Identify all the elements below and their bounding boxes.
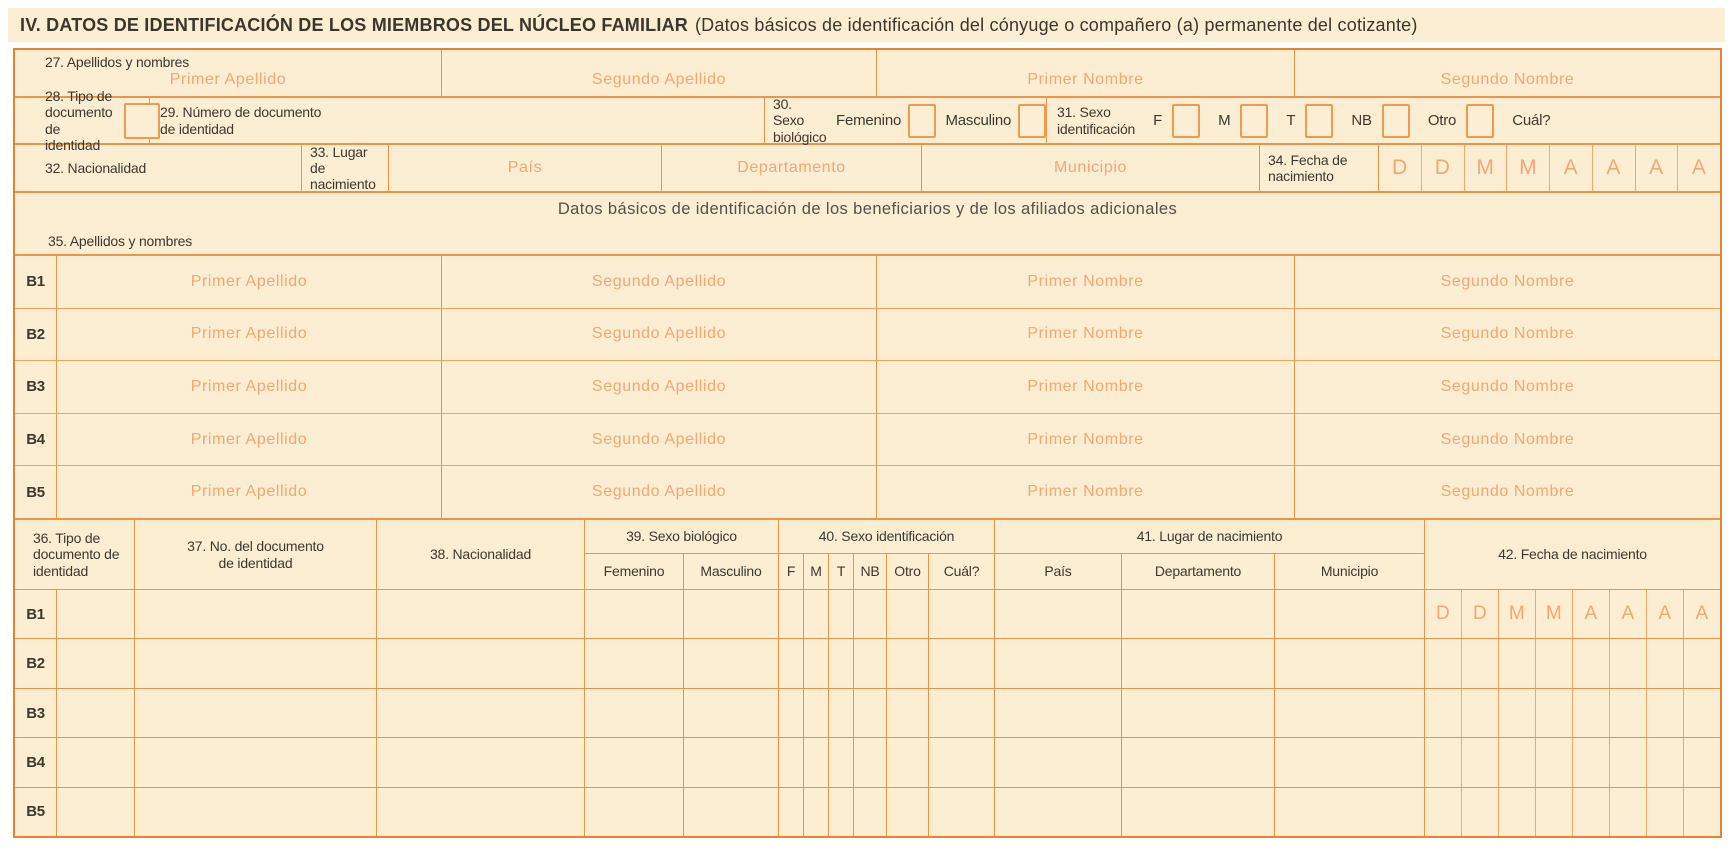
field-28-tipo-documento: [15, 88, 150, 153]
checkbox-t[interactable]: [1305, 104, 1333, 138]
label-otro: Otro: [1427, 112, 1457, 129]
b4-t-input[interactable]: [829, 738, 854, 786]
b2-departamento-input[interactable]: [1122, 639, 1275, 687]
b3-departamento-input[interactable]: [1122, 689, 1275, 737]
date-input-m1[interactable]: M: [1499, 590, 1536, 638]
placeholder-primer-nombre: Primer Nombre: [1027, 272, 1144, 290]
row-label-b4: B4: [15, 414, 57, 466]
b2-femenino-input[interactable]: [585, 639, 684, 687]
b5-segundo-apellido[interactable]: [442, 466, 877, 518]
label-masculino: Masculino: [945, 112, 1012, 129]
placeholder-segundo-nombre: Segundo Nombre: [1440, 272, 1575, 290]
b4-otro-input[interactable]: [887, 738, 929, 786]
label-28: 28. Tipo de documento de identidad: [45, 88, 113, 153]
b1-nacionalidad-input[interactable]: [377, 590, 585, 638]
beneficiaries-details-table: [15, 520, 1720, 836]
placeholder-segundo-apellido: Segundo Apellido: [591, 483, 727, 501]
date-input[interactable]: [1462, 738, 1499, 786]
b5-femenino-input[interactable]: [585, 788, 684, 836]
header-38-nacionalidad: 38. Nacionalidad: [377, 520, 585, 589]
date-input[interactable]: [1573, 639, 1610, 687]
b5-departamento-input[interactable]: [1122, 788, 1275, 836]
placeholder-municipio: Municipio: [1054, 159, 1127, 176]
label-30: 30. Sexo biológico: [773, 96, 827, 145]
b5-masculino-input[interactable]: [684, 788, 779, 836]
date-input-m2[interactable]: M: [1507, 145, 1550, 191]
date-input[interactable]: [1499, 788, 1536, 836]
b5-primer-nombre[interactable]: [877, 466, 1295, 518]
row-27-apellidos-nombres: [15, 50, 1720, 98]
label-27: 27. Apellidos y nombres: [45, 54, 190, 70]
date-input-d1[interactable]: D: [1379, 145, 1422, 191]
date-input[interactable]: [1610, 788, 1647, 836]
b4-tipo-documento-input[interactable]: [57, 738, 135, 786]
b3-nb-input[interactable]: [854, 689, 887, 737]
b2-segundo-apellido[interactable]: [442, 309, 877, 361]
field-32-nacionalidad[interactable]: [15, 145, 302, 191]
b3-numero-documento-input[interactable]: [135, 689, 377, 737]
label-cell-33: [302, 145, 389, 191]
header-39-femenino: Femenino: [585, 554, 684, 589]
b4-municipio-input[interactable]: [1275, 738, 1425, 786]
b5-otro-input[interactable]: [887, 788, 929, 836]
header-41-lugar-nacimiento: 41. Lugar de nacimiento País Departamento Municipio: [995, 520, 1425, 589]
section-title: IV. DATOS DE IDENTIFICACIÓN DE LOS MIEMBROS DEL NÚCLEO FAMILIAR: [20, 14, 688, 35]
b2-numero-documento-input[interactable]: [135, 639, 377, 687]
b2-nacionalidad-input[interactable]: [377, 639, 585, 687]
label-33: 33. Lugar de nacimiento: [310, 143, 376, 193]
b2-nb-input[interactable]: [854, 639, 887, 687]
b3-primer-nombre[interactable]: [877, 361, 1295, 413]
date-input[interactable]: [1536, 738, 1573, 786]
date-input[interactable]: [1462, 788, 1499, 836]
date-input[interactable]: [1684, 788, 1720, 836]
b1-fecha-nacimiento: [1425, 590, 1720, 638]
b5-cual-input[interactable]: [929, 788, 995, 836]
row-label-b3: B3: [15, 689, 57, 737]
date-input-a1[interactable]: A: [1573, 590, 1610, 638]
details-row-b1: [15, 590, 1720, 639]
b1-masculino-input[interactable]: [684, 590, 779, 638]
b1-primer-nombre[interactable]: [877, 256, 1295, 308]
b3-municipio-input[interactable]: [1275, 689, 1425, 737]
field-27-primer-nombre[interactable]: [877, 50, 1295, 96]
label-29: 29. Número de documento de identidad: [160, 104, 322, 137]
date-input[interactable]: [1425, 639, 1462, 687]
b4-segundo-apellido[interactable]: [442, 414, 877, 466]
section-subtitle: (Datos básicos de identificación del cónyuge o compañero (a) permanente del cotizante): [694, 14, 1418, 35]
header-40-sexo-identificacion: 40. Sexo identificación F M T NB Otro Cuál?: [779, 520, 995, 589]
b3-cual-input[interactable]: [929, 689, 995, 737]
b4-primer-apellido[interactable]: [57, 414, 442, 466]
label-31: 31. Sexo identificación: [1057, 104, 1136, 137]
date-input-d1[interactable]: D: [1425, 590, 1462, 638]
placeholder-primer-nombre: Primer Nombre: [1027, 377, 1144, 395]
date-input-a3[interactable]: A: [1636, 145, 1679, 191]
label-femenino: Femenino: [836, 112, 902, 129]
b4-m-input[interactable]: [804, 738, 829, 786]
b2-fecha-nacimiento: [1425, 639, 1720, 687]
b3-segundo-apellido[interactable]: [442, 361, 877, 413]
b2-municipio-input[interactable]: [1275, 639, 1425, 687]
b3-m-input[interactable]: [804, 689, 829, 737]
label-t: T: [1286, 112, 1296, 129]
b5-t-input[interactable]: [829, 788, 854, 836]
b4-nb-input[interactable]: [854, 738, 887, 786]
b1-tipo-documento-input[interactable]: [57, 590, 135, 638]
b4-nacionalidad-input[interactable]: [377, 738, 585, 786]
b1-otro-input[interactable]: [887, 590, 929, 638]
placeholder-primer-apellido: Primer Apellido: [190, 377, 308, 395]
header-40-t: T: [829, 554, 854, 589]
date-input[interactable]: [1499, 738, 1536, 786]
header-41-departamento: Departamento: [1122, 554, 1275, 589]
placeholder-departamento: Departamento: [737, 159, 846, 176]
placeholder-primer-apellido: Primer Apellido: [190, 272, 308, 290]
header-39-masculino: Masculino: [700, 563, 762, 580]
date-input[interactable]: [1499, 639, 1536, 687]
b2-primer-apellido[interactable]: [57, 309, 442, 361]
b2-t-input[interactable]: [829, 639, 854, 687]
b3-masculino-input[interactable]: [684, 689, 779, 737]
row-label-b1: B1: [15, 590, 57, 638]
field-29-numero-documento[interactable]: [150, 98, 765, 143]
header-41-pais: País: [995, 554, 1122, 589]
b2-m-input[interactable]: [804, 639, 829, 687]
b2-otro-input[interactable]: [887, 639, 929, 687]
b1-m-input[interactable]: [804, 590, 829, 638]
details-row-b4: [15, 738, 1720, 787]
b3-primer-apellido[interactable]: [57, 361, 442, 413]
date-input-d2[interactable]: D: [1422, 145, 1465, 191]
beneficiaries-names-table: [15, 256, 1720, 520]
row-28-31: [15, 88, 1720, 153]
date-input-a1[interactable]: A: [1550, 145, 1593, 191]
date-input-m1[interactable]: M: [1465, 145, 1508, 191]
b1-nb-input[interactable]: [854, 590, 887, 638]
b3-f-input[interactable]: [779, 689, 804, 737]
details-row-b2: [15, 639, 1720, 688]
table-row-b5: [15, 466, 1720, 518]
placeholder-segundo-apellido: Segundo Apellido: [591, 377, 727, 395]
placeholder-pais: País: [507, 159, 543, 176]
label-34: 34. Fecha de nacimiento: [1268, 151, 1348, 184]
b5-municipio-input[interactable]: [1275, 788, 1425, 836]
date-input[interactable]: [1647, 639, 1684, 687]
placeholder-primer-nombre: Primer Nombre: [1027, 483, 1144, 501]
placeholder-segundo-nombre: Segundo Nombre: [1440, 430, 1575, 448]
table-row-b4: [15, 414, 1720, 467]
label-cell-34: [1260, 145, 1379, 191]
label-32: 32. Nacionalidad: [45, 159, 147, 176]
b5-pais-input[interactable]: [995, 788, 1122, 836]
header-40-nb: NB: [854, 554, 887, 589]
row-label-b5: B5: [15, 466, 57, 518]
placeholder-segundo-apellido: Segundo Apellido: [591, 430, 727, 448]
date-input-m2[interactable]: M: [1536, 590, 1573, 638]
b1-segundo-apellido[interactable]: [442, 256, 877, 308]
b3-tipo-documento-input[interactable]: [57, 689, 135, 737]
header-40-m: M: [804, 554, 829, 589]
checkbox-femenino[interactable]: [908, 104, 936, 138]
placeholder-segundo-apellido: Segundo Apellido: [591, 325, 727, 343]
date-input-a2[interactable]: A: [1610, 590, 1647, 638]
b5-segundo-nombre[interactable]: [1295, 466, 1720, 518]
b2-primer-nombre[interactable]: [877, 309, 1295, 361]
placeholder-segundo-apellido: Segundo Apellido: [591, 71, 727, 88]
placeholder-primer-nombre: Primer Nombre: [1027, 71, 1144, 88]
field-27-segundo-nombre[interactable]: [1295, 50, 1720, 96]
placeholder-segundo-nombre: Segundo Nombre: [1440, 325, 1575, 343]
header-37-numero-documento: 37. No. del documento de identidad: [135, 520, 377, 589]
row-label-b4: B4: [15, 738, 57, 786]
header-40-otro: Otro: [887, 554, 929, 589]
field-34-fecha-nacimiento: [1379, 145, 1720, 191]
date-input[interactable]: [1647, 788, 1684, 836]
b1-f-input[interactable]: [779, 590, 804, 638]
form-body: [13, 48, 1722, 838]
header-42-fecha-nacimiento: 42. Fecha de nacimiento: [1498, 546, 1647, 563]
b1-numero-documento-input[interactable]: [135, 590, 377, 638]
details-row-b5: [15, 788, 1720, 836]
field-30-sexo-biologico: [765, 98, 1047, 143]
b1-segundo-nombre[interactable]: [1295, 256, 1720, 308]
placeholder-segundo-nombre: Segundo Nombre: [1440, 377, 1575, 395]
date-input[interactable]: [1684, 738, 1720, 786]
placeholder-primer-apellido: Primer Apellido: [169, 71, 287, 88]
b2-masculino-input[interactable]: [684, 639, 779, 687]
checkbox-otro[interactable]: [1466, 104, 1494, 138]
date-input-a2[interactable]: A: [1593, 145, 1636, 191]
b4-pais-input[interactable]: [995, 738, 1122, 786]
b2-tipo-documento-input[interactable]: [57, 639, 135, 687]
date-input[interactable]: [1573, 788, 1610, 836]
placeholder-primer-apellido: Primer Apellido: [190, 325, 308, 343]
b1-municipio-input[interactable]: [1275, 590, 1425, 638]
b1-t-input[interactable]: [829, 590, 854, 638]
date-input[interactable]: [1684, 639, 1720, 687]
date-input[interactable]: [1425, 788, 1462, 836]
b4-numero-documento-input[interactable]: [135, 738, 377, 786]
date-input[interactable]: [1462, 689, 1499, 737]
b4-masculino-input[interactable]: [684, 738, 779, 786]
b3-femenino-input[interactable]: [585, 689, 684, 737]
checkbox-f[interactable]: [1172, 104, 1200, 138]
date-input-d2[interactable]: D: [1462, 590, 1499, 638]
b4-primer-nombre[interactable]: [877, 414, 1295, 466]
header-39-sexo-biologico: 39. Sexo biológico Femenino Masculino: [585, 520, 779, 589]
field-27-segundo-apellido[interactable]: [442, 50, 877, 96]
row-label-b5: B5: [15, 788, 57, 836]
date-input-a3[interactable]: A: [1647, 590, 1684, 638]
b5-tipo-documento-input[interactable]: [57, 788, 135, 836]
b4-departamento-input[interactable]: [1122, 738, 1275, 786]
label-cual: Cuál?: [1512, 112, 1551, 129]
label-35: 35. Apellidos y nombres: [48, 232, 193, 249]
b1-departamento-input[interactable]: [1122, 590, 1275, 638]
header-36-tipo-documento: 36. Tipo de documento de identidad: [15, 520, 135, 589]
b5-fecha-nacimiento: [1425, 788, 1720, 836]
placeholder-segundo-nombre: Segundo Nombre: [1440, 71, 1575, 88]
b2-f-input[interactable]: [779, 639, 804, 687]
beneficiaries-section-header: [15, 193, 1720, 256]
b2-segundo-nombre[interactable]: [1295, 309, 1720, 361]
row-32-34: [15, 145, 1720, 193]
placeholder-primer-apellido: Primer Apellido: [190, 430, 308, 448]
table-row-b3: [15, 361, 1720, 414]
date-input[interactable]: [1610, 639, 1647, 687]
b4-femenino-input[interactable]: [585, 738, 684, 786]
b1-femenino-input[interactable]: [585, 590, 684, 638]
b3-nacionalidad-input[interactable]: [377, 689, 585, 737]
b3-otro-input[interactable]: [887, 689, 929, 737]
b3-fecha-nacimiento: [1425, 689, 1720, 737]
field-31-sexo-identificacion: [1047, 98, 1720, 143]
date-input[interactable]: [1536, 689, 1573, 737]
date-input[interactable]: [1499, 689, 1536, 737]
date-input[interactable]: [1536, 639, 1573, 687]
date-input[interactable]: [1425, 689, 1462, 737]
header-41-municipio: Municipio: [1320, 563, 1379, 580]
details-table-header: [15, 520, 1720, 590]
placeholder-segundo-apellido: Segundo Apellido: [591, 272, 727, 290]
date-input[interactable]: [1573, 738, 1610, 786]
b5-nb-input[interactable]: [854, 788, 887, 836]
date-input[interactable]: [1425, 738, 1462, 786]
label-f: F: [1153, 112, 1163, 129]
placeholder-primer-nombre: Primer Nombre: [1027, 430, 1144, 448]
placeholder-primer-apellido: Primer Apellido: [190, 483, 308, 501]
date-input-a4[interactable]: A: [1691, 156, 1707, 179]
date-input[interactable]: [1647, 738, 1684, 786]
table-row-b1: [15, 256, 1720, 309]
field-33-departamento[interactable]: [662, 145, 922, 191]
section-iv-header: [8, 8, 1725, 42]
date-input[interactable]: [1684, 689, 1720, 737]
date-input[interactable]: [1462, 639, 1499, 687]
row-label-b1: B1: [15, 256, 57, 308]
details-row-b3: [15, 689, 1720, 738]
b4-cual-input[interactable]: [929, 738, 995, 786]
label-m: M: [1218, 112, 1231, 129]
table-row-b2: [15, 309, 1720, 362]
date-input[interactable]: [1573, 689, 1610, 737]
b3-pais-input[interactable]: [995, 689, 1122, 737]
row-label-b2: B2: [15, 639, 57, 687]
b4-fecha-nacimiento: [1425, 738, 1720, 786]
b5-f-input[interactable]: [779, 788, 804, 836]
row-label-b2: B2: [15, 309, 57, 361]
date-input[interactable]: [1647, 689, 1684, 737]
b5-m-input[interactable]: [804, 788, 829, 836]
placeholder-segundo-nombre: Segundo Nombre: [1440, 483, 1575, 501]
checkbox-m[interactable]: [1240, 104, 1268, 138]
field-33-municipio[interactable]: [922, 145, 1260, 191]
b5-primer-apellido[interactable]: [57, 466, 442, 518]
date-input[interactable]: [1610, 689, 1647, 737]
label-nb: NB: [1351, 112, 1372, 129]
b1-primer-apellido[interactable]: [57, 256, 442, 308]
b3-t-input[interactable]: [829, 689, 854, 737]
b1-pais-input[interactable]: [995, 590, 1122, 638]
row-label-b3: B3: [15, 361, 57, 413]
b2-pais-input[interactable]: [995, 639, 1122, 687]
header-40-f: F: [779, 554, 804, 589]
field-33-pais[interactable]: [389, 145, 662, 191]
date-input-a4[interactable]: A: [1695, 603, 1709, 625]
b5-numero-documento-input[interactable]: [135, 788, 377, 836]
beneficiaries-title: Datos básicos de identificación de los beneficiarios y de los afiliados adicionales: [557, 200, 1178, 218]
placeholder-primer-nombre: Primer Nombre: [1027, 325, 1144, 343]
checkbox-masculino[interactable]: [1018, 104, 1046, 138]
date-input[interactable]: [1610, 738, 1647, 786]
b2-cual-input[interactable]: [929, 639, 995, 687]
b4-segundo-nombre[interactable]: [1295, 414, 1720, 466]
b1-cual-input[interactable]: [929, 590, 995, 638]
b5-nacionalidad-input[interactable]: [377, 788, 585, 836]
checkbox-nb[interactable]: [1382, 104, 1410, 138]
header-40-cual: Cuál?: [943, 563, 980, 580]
date-input[interactable]: [1536, 788, 1573, 836]
b4-f-input[interactable]: [779, 738, 804, 786]
b3-segundo-nombre[interactable]: [1295, 361, 1720, 413]
